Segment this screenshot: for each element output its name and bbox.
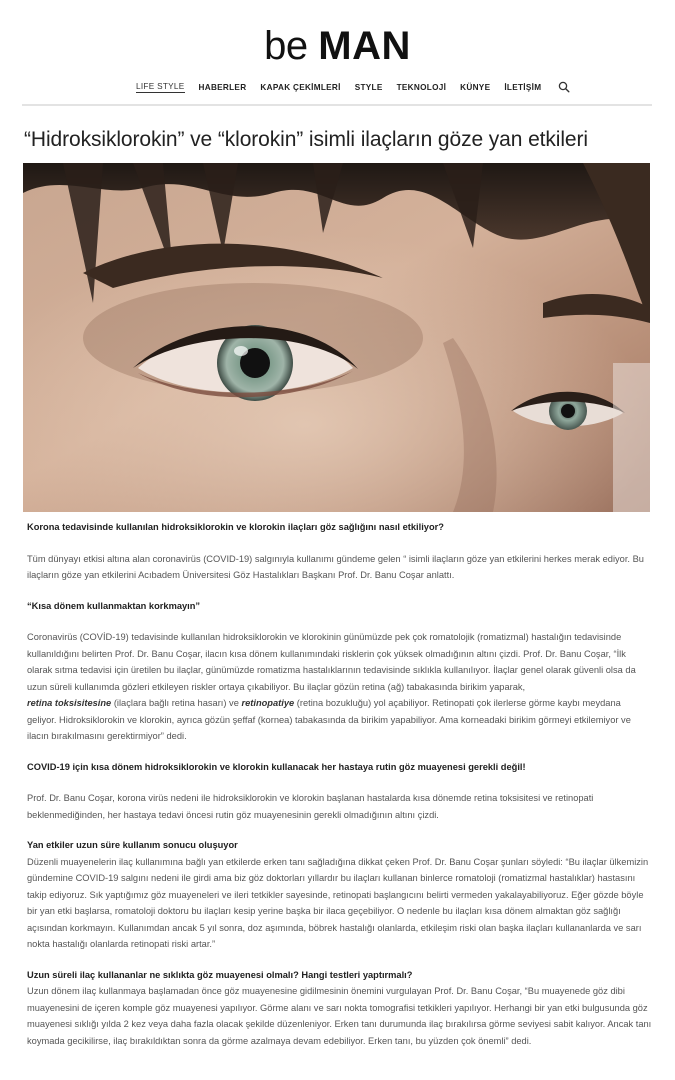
- nav-item-teknoloji[interactable]: TEKNOLOJİ: [396, 82, 447, 92]
- hero-image: [23, 163, 650, 512]
- nav-item-haberler[interactable]: HABERLER: [198, 82, 247, 92]
- paragraph-frequency: Uzun dönem ilaç kullanmaya başlamadan önce göz muayenesine gidilmesinin önemini vurgulayan Prof. Dr. Banu Coşar, “Bu muayenede göz dibi muayenesini de içeren komple göz muayenesi yapılıyor. Görme alanı ve sarı nokta tomografisi tetkikleri yapılıyor. Herhangi bir yan etki bulgusunda göz muayenesi sıklığı yılda 2 kez veya daha fazla olacak şekilde düzenleniyor. Erken tanı durumunda ilaç bırakılırsa görme seviyesi sabit kalıyor. Ancak tanı koymada gecikilirse, ilaç bırakıldıktan sonra da görme azalmaya devam edebiliyor. Erken tanı, bu yüzden çok önemli” dedi.: [27, 986, 652, 1046]
- logo-be: be: [264, 24, 308, 68]
- emphasis-retinopatiye: retinopatiye: [241, 698, 295, 708]
- paragraph-treatment: [27, 629, 652, 745]
- nav-item-iletisim[interactable]: İLETİŞİM: [504, 82, 542, 92]
- site-logo[interactable]: [0, 24, 675, 68]
- paragraph-treatment-part2: (ilaçlara bağlı retina hasarı) ve: [113, 698, 239, 708]
- paragraph-treatment-part1: Coronavirüs (COVİD-19) tedavisinde kullanılan hidroksiklorokin ve klorokinin günümüzde pek çok romatolojik (romatizmal) hastalığın tedavisinde kullanıldığını belirten Prof. Dr. Banu Coşar, ilacın kısa dönem kullanımındaki risklerin çok yüksek olmadığının altını çizdi. Prof. Dr. Banu Coşar, “İlk olarak sıtma tedavisi için üretilen bu ilaçlar, günümüzde romatizma hastalıklarının tedavisinde sıklıkla kullanılıyor. İlaçlar genel olarak güvenli olsa da uzun süreli kullanımda gözleri etkileyen riskler ortaya çıkabiliyor. Bu ilaçlar gözün retina (ağ) tabakasında birikim yaparak,: [27, 632, 636, 692]
- nav-item-style[interactable]: STYLE: [354, 82, 383, 92]
- search-icon[interactable]: [558, 81, 570, 93]
- main-nav: [136, 79, 570, 95]
- subheading-covid: COVID-19 için kısa dönem hidroksiklorokin ve klorokin kullanacak her hastaya rutin göz muayenesi gerekli değil!: [27, 761, 526, 772]
- nav-item-kapak-cekimleri[interactable]: KAPAK ÇEKİMLERİ: [260, 82, 341, 92]
- paragraph-covid: Prof. Dr. Banu Coşar, korona virüs nedeni ile hidroksiklorokin ve klorokin başlanan hastalarda kısa dönemde retina toksisitesi ve retinopati beklenmediğinden, her hastaya tedavi öncesi rutin göz muayenesinin gerekli olmadığının altını çizdi.: [27, 793, 594, 820]
- subheading-frequency: Uzun süreli ilaç kullananlar ne sıklıkta göz muayenesi olmalı? Hangi testleri yaptırmalı?: [27, 969, 413, 980]
- paragraph-side-effects: Düzenli muayenelerin ilaç kullanımına bağlı yan etkilerde erken tanı sağladığına dikkat çeken Prof. Dr. Banu Coşar şunları söyledi: “Bu ilaçlar ülkemizin gündemine COVID-19 salgını nedeni ile girdi ama biz göz doktorları yıllardır bu ilaçları kullanan binlerce romatoloji (romatizmal hastalıklar) hastasını takip ediyoruz. Sık yaptığımız göz muayeneleri ve ileri tetkikler sayesinde, retinopati başlangıcını belirti vermeden yakalayabiliyoruz. Eğer gözde böyle bir yan etki başlarsa, romatoloji doktoru bu ilaçları kesip yerine başka bir ilaca geçebiliyor. O nedenle bu ilaçları kısa dönem almaktan göz sağlığı açısından korkmayın. Kullanımdan ancak 5 yıl sonra, doz aşımında, böbrek hastalığı olanlarda, etkileşim riski olan başka ilaçları kullananlarda ve sarı nokta hastalığı olanlarda retinopati riski artar.”: [27, 856, 649, 949]
- subheading-kisa-donem: “Kısa dönem kullanmaktan korkmayın”: [27, 600, 201, 611]
- paragraph-treatment-part3: (retina bozukluğu) yol açabiliyor. Retinopati çok ilerlerse görme kaybı meydana geliyor. Hidroksiklorokin ve klorokin, ayrıca gözün şeffaf (kornea) tabakasında da birikim yapabiliyor. Ama korneadaki birikim görmeyi etkilemiyor ve ilacın bırakılmasını gerektirmiyor” dedi.: [27, 698, 631, 741]
- article-body: [27, 519, 652, 1063]
- article-lead: Korona tedavisinde kullanılan hidroksiklorokin ve klorokin ilaçları göz sağlığını nasıl etkiliyor?: [27, 522, 444, 532]
- nav-item-life-style[interactable]: LIFE STYLE: [136, 81, 185, 91]
- nav-item-kunye[interactable]: KÜNYE: [460, 82, 491, 92]
- header-divider: [22, 104, 652, 106]
- article-title: “Hidroksiklorokin” ve “klorokin” isimli ilaçların göze yan etkileri: [24, 128, 588, 151]
- emphasis-retina-toksisitesine: retina toksisitesine: [27, 698, 112, 708]
- paragraph-intro: Tüm dünyayı etkisi altına alan coronavirüs (COVID-19) salgınıyla kullanımı gündeme gelen “ isimli ilaçların göze yan etkilerini herkes merak ediyor. Bu ilaçların göze yan etkilerini Acıbadem Üniversitesi Göz Hastalıkları Başkanı Prof. Dr. Banu Coşar anlattı.: [27, 553, 644, 580]
- logo-man: MAN: [318, 24, 411, 68]
- subheading-side-effects: Yan etkiler uzun süre kullanım sonucu oluşuyor: [27, 840, 238, 850]
